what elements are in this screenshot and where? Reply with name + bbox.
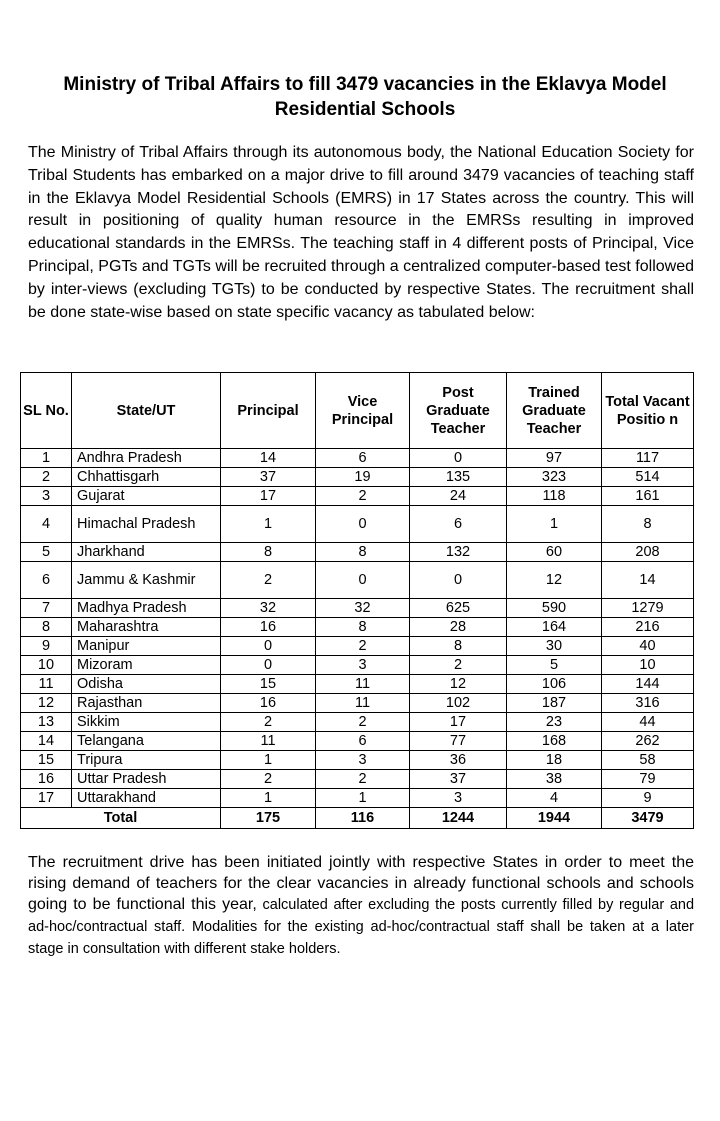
table-row [21,618,694,637]
cell-total: 316 [602,694,694,713]
cell-sl-no: 15 [21,751,72,770]
cell-total: 161 [602,487,694,506]
cell-pgt: 135 [410,468,507,487]
cell-principal: 1 [221,789,316,808]
cell-sl-no: 6 [21,562,72,599]
cell-pgt: 3 [410,789,507,808]
cell-principal: 0 [221,637,316,656]
table-row [21,487,694,506]
total-label: Total [21,808,221,829]
cell-vice-principal: 0 [316,506,410,543]
closing-text-main: The recruitment drive has been initiated jointly with respective States in order to meet the rising demand of teachers for the clear vacancies in already functional schools and schools going to be functional this year, [28,854,694,913]
cell-vice-principal: 11 [316,694,410,713]
cell-principal: 16 [221,694,316,713]
cell-principal: 15 [221,675,316,694]
cell-principal: 2 [221,770,316,789]
cell-total: 10 [602,656,694,675]
cell-total: 117 [602,449,694,468]
total-tgt: 1944 [507,808,602,829]
cell-vice-principal: 2 [316,487,410,506]
table-row [21,694,694,713]
cell-state: Telangana [72,732,221,751]
cell-tgt: 1 [507,506,602,543]
cell-vice-principal: 19 [316,468,410,487]
cell-state: Jharkhand [72,543,221,562]
cell-state: Madhya Pradesh [72,599,221,618]
table-row [21,713,694,732]
header-sl-no: SL No. [21,373,72,449]
cell-tgt: 97 [507,449,602,468]
cell-vice-principal: 6 [316,732,410,751]
cell-total: 79 [602,770,694,789]
cell-state: Mizoram [72,656,221,675]
cell-pgt: 6 [410,506,507,543]
table-header-row [21,373,694,449]
cell-tgt: 187 [507,694,602,713]
cell-tgt: 30 [507,637,602,656]
cell-pgt: 17 [410,713,507,732]
cell-tgt: 18 [507,751,602,770]
cell-sl-no: 11 [21,675,72,694]
total-vice-principal: 116 [316,808,410,829]
cell-principal: 1 [221,506,316,543]
cell-pgt: 8 [410,637,507,656]
total-principal: 175 [221,808,316,829]
cell-state: Rajasthan [72,694,221,713]
cell-sl-no: 10 [21,656,72,675]
cell-sl-no: 2 [21,468,72,487]
table-row [21,599,694,618]
table-row [21,449,694,468]
cell-principal: 37 [221,468,316,487]
cell-state: Odisha [72,675,221,694]
cell-vice-principal: 2 [316,637,410,656]
cell-state: Sikkim [72,713,221,732]
cell-principal: 2 [221,562,316,599]
cell-tgt: 38 [507,770,602,789]
table-row [21,789,694,808]
cell-total: 14 [602,562,694,599]
cell-principal: 17 [221,487,316,506]
vacancy-table [20,372,694,829]
cell-sl-no: 17 [21,789,72,808]
header-pgt: Post Graduate Teacher [410,373,507,449]
cell-total: 40 [602,637,694,656]
table-row [21,770,694,789]
table-row [21,751,694,770]
cell-sl-no: 13 [21,713,72,732]
cell-sl-no: 4 [21,506,72,543]
cell-pgt: 0 [410,562,507,599]
cell-pgt: 102 [410,694,507,713]
closing-paragraph [28,852,694,960]
cell-tgt: 5 [507,656,602,675]
cell-vice-principal: 2 [316,713,410,732]
cell-pgt: 24 [410,487,507,506]
cell-state: Maharashtra [72,618,221,637]
cell-pgt: 36 [410,751,507,770]
cell-sl-no: 8 [21,618,72,637]
cell-vice-principal: 0 [316,562,410,599]
cell-state: Manipur [72,637,221,656]
cell-principal: 14 [221,449,316,468]
cell-vice-principal: 1 [316,789,410,808]
cell-total: 262 [602,732,694,751]
table-total-row [21,808,694,829]
cell-sl-no: 9 [21,637,72,656]
cell-tgt: 23 [507,713,602,732]
cell-principal: 32 [221,599,316,618]
cell-principal: 2 [221,713,316,732]
cell-sl-no: 1 [21,449,72,468]
cell-sl-no: 12 [21,694,72,713]
cell-sl-no: 3 [21,487,72,506]
cell-sl-no: 16 [21,770,72,789]
table-row [21,656,694,675]
cell-total: 8 [602,506,694,543]
table-row [21,506,694,543]
cell-principal: 0 [221,656,316,675]
cell-state: Andhra Pradesh [72,449,221,468]
cell-state: Gujarat [72,487,221,506]
cell-state: Uttar Pradesh [72,770,221,789]
cell-sl-no: 5 [21,543,72,562]
cell-pgt: 37 [410,770,507,789]
cell-sl-no: 14 [21,732,72,751]
cell-tgt: 106 [507,675,602,694]
cell-state: Uttarakhand [72,789,221,808]
cell-total: 58 [602,751,694,770]
cell-state: Chhattisgarh [72,468,221,487]
cell-state: Tripura [72,751,221,770]
header-vice-principal: Vice Principal [316,373,410,449]
cell-total: 514 [602,468,694,487]
cell-vice-principal: 3 [316,656,410,675]
cell-tgt: 164 [507,618,602,637]
cell-vice-principal: 11 [316,675,410,694]
cell-tgt: 168 [507,732,602,751]
cell-tgt: 590 [507,599,602,618]
cell-total: 9 [602,789,694,808]
table-row [21,732,694,751]
cell-vice-principal: 6 [316,449,410,468]
cell-pgt: 12 [410,675,507,694]
table-row [21,468,694,487]
header-total: Total Vacant Positio n [602,373,694,449]
cell-tgt: 60 [507,543,602,562]
cell-pgt: 28 [410,618,507,637]
cell-pgt: 77 [410,732,507,751]
intro-paragraph: The Ministry of Tribal Affairs through its autonomous body, the National Education Society for Tribal Students has embarked on a major drive to fill around 3479 vacancies of teaching staff in the Eklavya Model Residential Schools (EMRS) in 17 States across the country. This will result in positioning of quality human resource in the EMRSs resulting in improved educational standards in the EMRSs. The teaching staff in 4 different posts of Principal, Vice Principal, PGTs and TGTs will be recruited through a centralized computer-based test followed by inter-views (excluding TGTs) to be conducted by respective States. The recruitment shall be done state-wise based on state specific vacancy as tabulated below: [28,144,694,321]
cell-total: 208 [602,543,694,562]
cell-state: Jammu & Kashmir [72,562,221,599]
cell-tgt: 323 [507,468,602,487]
cell-total: 1279 [602,599,694,618]
cell-principal: 11 [221,732,316,751]
cell-pgt: 2 [410,656,507,675]
table-body [21,449,694,808]
cell-vice-principal: 2 [316,770,410,789]
cell-vice-principal: 32 [316,599,410,618]
cell-principal: 1 [221,751,316,770]
header-tgt: Trained Graduate Teacher [507,373,602,449]
closing-text-small: calculated after excluding the posts currently filled by regular and ad-hoc/contractual staff. Modalities for the existing ad-hoc/contractual staff shall be taken at a later stage in consultation with different stake holders. [28,897,695,957]
table-row [21,562,694,599]
cell-vice-principal: 3 [316,751,410,770]
cell-principal: 16 [221,618,316,637]
total-vacant: 3479 [602,808,694,829]
cell-state: Himachal Pradesh [72,506,221,543]
cell-vice-principal: 8 [316,543,410,562]
cell-tgt: 4 [507,789,602,808]
table-row [21,637,694,656]
cell-tgt: 118 [507,487,602,506]
cell-principal: 8 [221,543,316,562]
header-principal: Principal [221,373,316,449]
cell-pgt: 0 [410,449,507,468]
header-state: State/UT [72,373,221,449]
cell-tgt: 12 [507,562,602,599]
cell-vice-principal: 8 [316,618,410,637]
cell-pgt: 625 [410,599,507,618]
cell-total: 216 [602,618,694,637]
cell-total: 144 [602,675,694,694]
table-row [21,543,694,562]
cell-pgt: 132 [410,543,507,562]
cell-sl-no: 7 [21,599,72,618]
total-pgt: 1244 [410,808,507,829]
document-title: Ministry of Tribal Affairs to fill 3479 vacancies in the Eklavya Model Residential Schools [63,74,667,120]
cell-total: 44 [602,713,694,732]
table-row [21,675,694,694]
